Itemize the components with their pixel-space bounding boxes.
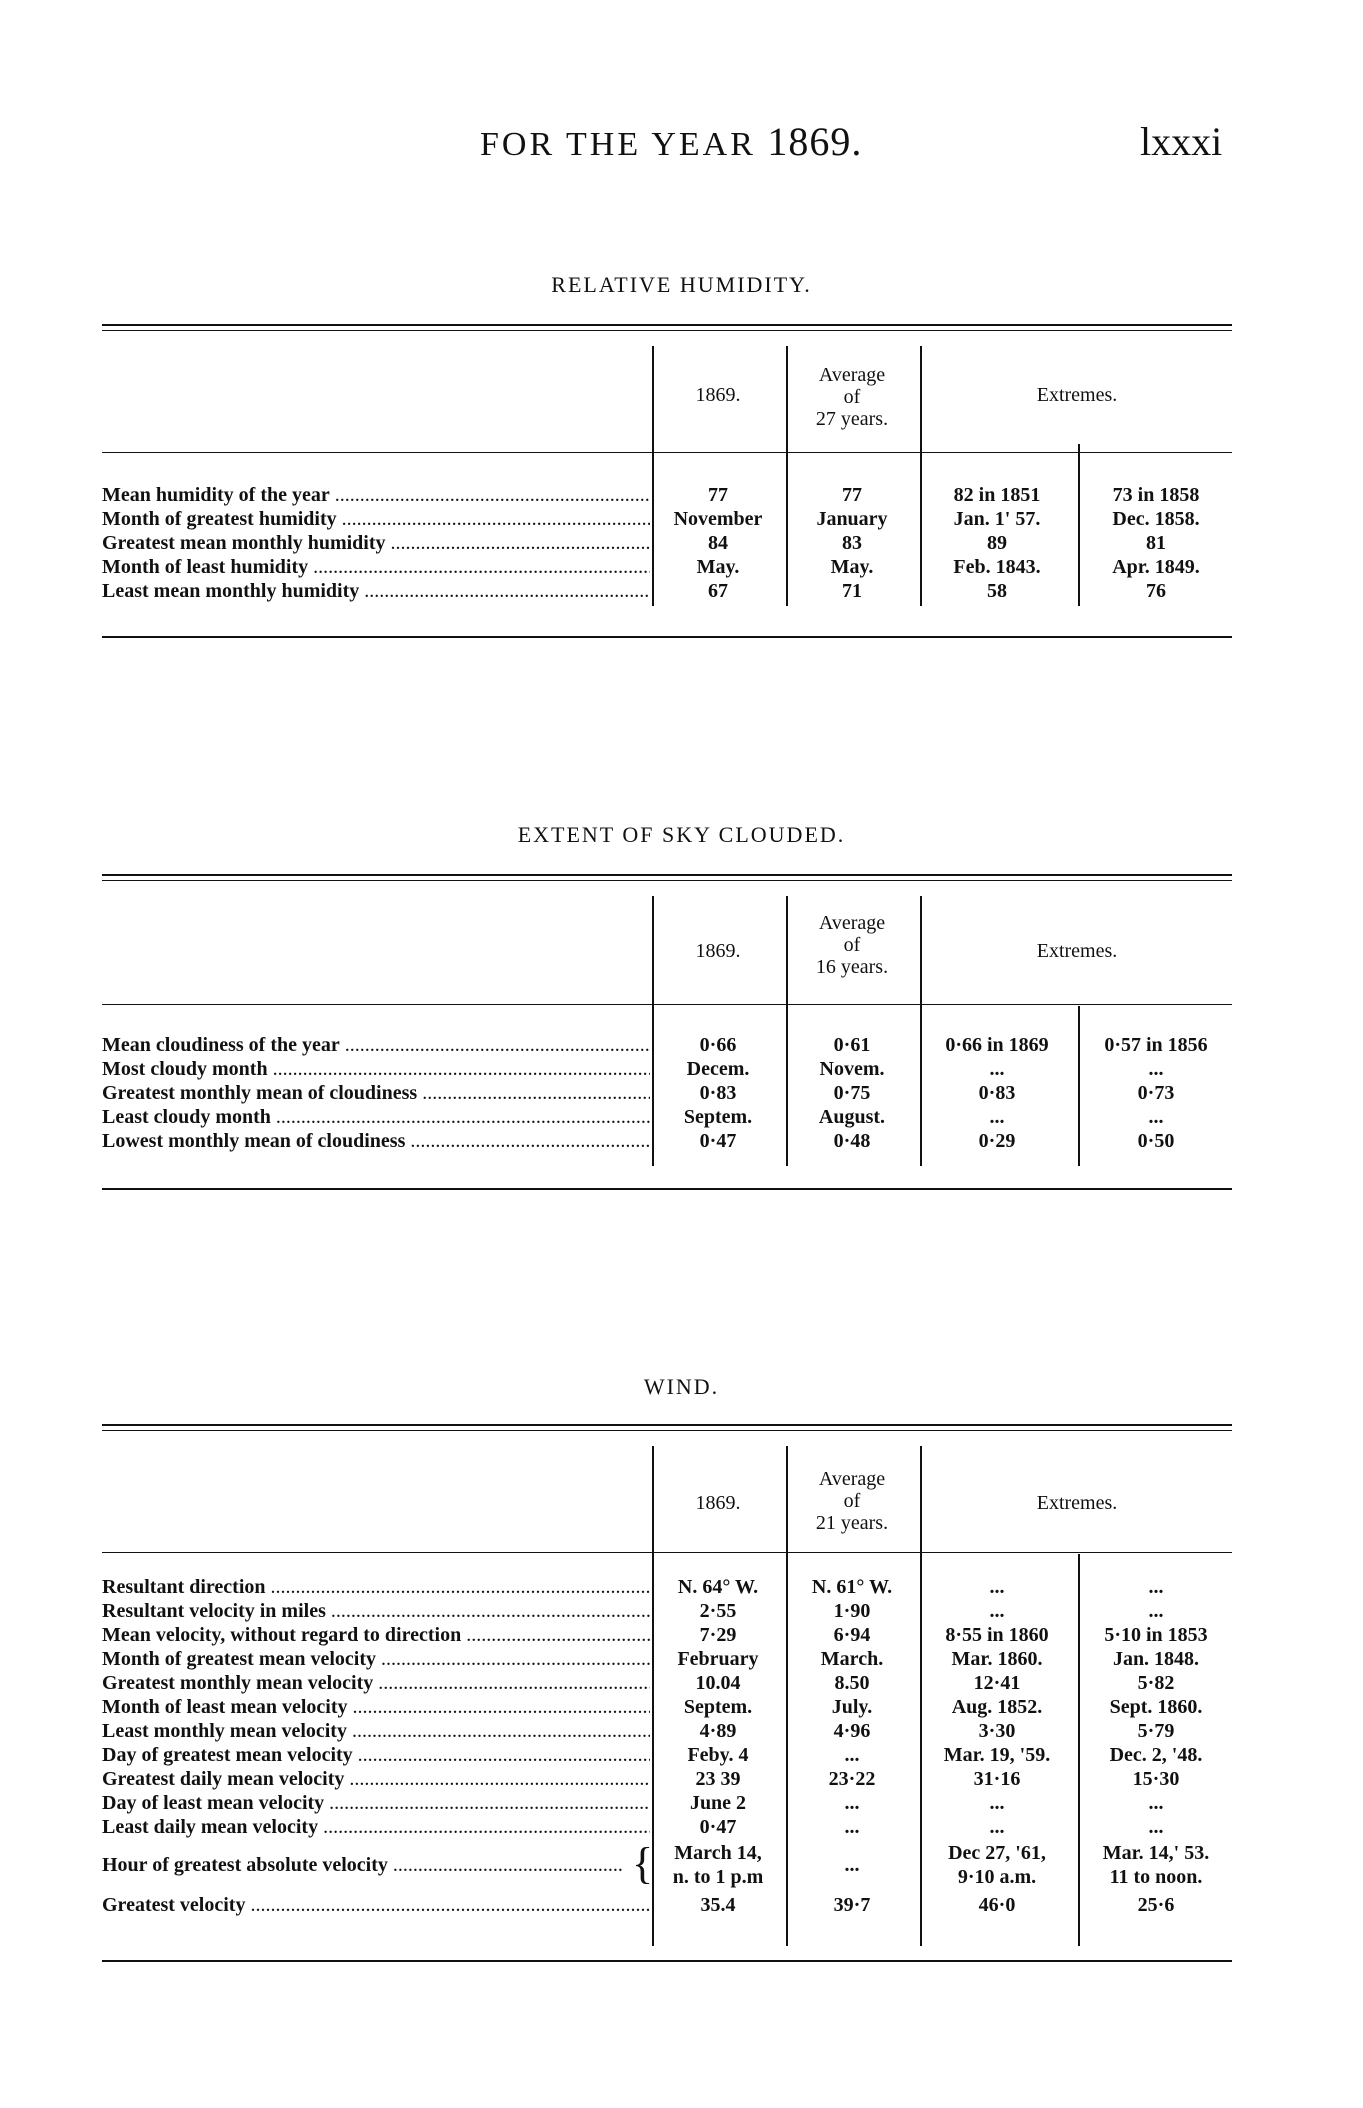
table-row: [102, 1082, 1232, 1106]
running-title-year: 1869.: [767, 119, 863, 164]
table-row: [102, 1894, 1232, 1918]
table-row: [102, 1768, 1232, 1792]
header-rule: [102, 452, 1232, 453]
cell-average: ...: [844, 1816, 860, 1838]
cell-average: May.: [830, 556, 874, 578]
cell-1869: Feby. 4: [687, 1744, 749, 1766]
humidity-title: RELATIVE HUMIDITY.: [551, 272, 812, 297]
row-label: Greatest daily mean velocity .....: [102, 1768, 650, 1791]
table-row-hour: [102, 1839, 1232, 1890]
cell-extreme-low: ...: [1148, 1600, 1164, 1622]
cell-average: 4·96: [833, 1720, 871, 1742]
cell-extreme-low: Jan. 1848.: [1112, 1648, 1200, 1670]
col-header-average: [788, 912, 916, 978]
cell-1869: November: [673, 508, 763, 530]
cell-extreme-low-line2: 11 to noon.: [1109, 1866, 1203, 1888]
cell-extreme-high-line1: Dec 27, '61,: [948, 1842, 1046, 1864]
row-label: Least mean monthly humidity .....: [102, 580, 650, 603]
row-label: Most cloudy month .....: [102, 1058, 650, 1081]
cell-extreme-high: Aug. 1852.: [951, 1696, 1043, 1718]
col-header-average-line2: of: [843, 386, 861, 408]
row-label: Month of greatest mean velocity .....: [102, 1648, 650, 1671]
cell-1869: 77: [708, 484, 728, 506]
cell-1869: Septem.: [683, 1106, 753, 1128]
sky-table: [102, 874, 1232, 1194]
cell-1869: 7·29: [699, 1624, 737, 1646]
table-row: [102, 1744, 1232, 1768]
row-label: Lowest monthly mean of cloudiness .....: [102, 1130, 650, 1153]
table-row: [102, 532, 1232, 556]
top-rule: [102, 1424, 1232, 1426]
brace-glyph: {: [632, 1839, 654, 1888]
cell-extreme-low: 5·10 in 1853: [1104, 1624, 1208, 1646]
cell-extreme-low: 0·57 in 1856: [1104, 1034, 1208, 1056]
cell-average: 0·61: [833, 1034, 871, 1056]
bottom-rule: [102, 636, 1232, 638]
cell-extreme-high: 12·41: [973, 1672, 1021, 1694]
col-header-average-line2: of: [843, 1490, 861, 1512]
table-row: [102, 1106, 1232, 1130]
col-header-average: [788, 1468, 916, 1534]
page-header: [0, 118, 1363, 168]
cell-average: ...: [844, 1744, 860, 1766]
cell-extreme-low: 73 in 1858: [1112, 484, 1200, 506]
cell-average: 6·94: [833, 1624, 871, 1646]
cell-average: 83: [842, 532, 862, 554]
row-label: Month of least humidity .....: [102, 556, 650, 579]
cell-1869-line1: March 14,: [674, 1842, 762, 1864]
cell-extreme-low: 25·6: [1137, 1894, 1175, 1916]
col-header-average-line2: of: [843, 934, 861, 956]
row-label: Month of greatest humidity .....: [102, 508, 650, 531]
table-row: [102, 1696, 1232, 1720]
cell-1869: 2·55: [699, 1600, 737, 1622]
cell-1869: 84: [708, 532, 728, 554]
top-rule: [102, 324, 1232, 326]
cell-1869: Septem.: [683, 1696, 753, 1718]
cell-extreme-high: ...: [989, 1106, 1005, 1128]
table-row: [102, 1792, 1232, 1816]
top-rule: [102, 874, 1232, 876]
row-label: Greatest mean monthly humidity .....: [102, 532, 650, 555]
cell-extreme-low: 0·50: [1137, 1130, 1175, 1152]
cell-average: March.: [820, 1648, 884, 1670]
row-label: Resultant velocity in miles .....: [102, 1600, 650, 1623]
cell-extreme-high: 46·0: [978, 1894, 1016, 1916]
row-label: Least daily mean velocity .....: [102, 1816, 650, 1839]
table-row: [102, 484, 1232, 508]
cell-1869: 0·47: [699, 1816, 737, 1838]
table-row: [102, 1058, 1232, 1082]
cell-extreme-high: 0·83: [978, 1082, 1016, 1104]
cell-extreme-low: Dec. 1858.: [1112, 508, 1200, 530]
table-row: [102, 556, 1232, 580]
cell-average: ...: [844, 1792, 860, 1814]
bottom-rule: [102, 1960, 1232, 1962]
cell-extreme-high: Mar. 1860.: [951, 1648, 1043, 1670]
cell-average: 0·48: [833, 1130, 871, 1152]
cell-extreme-low: ...: [1148, 1058, 1164, 1080]
col-header-extremes: Extremes.: [1036, 1492, 1118, 1514]
col-header-extremes: Extremes.: [1036, 940, 1118, 962]
wind-title: WIND.: [643, 1374, 720, 1399]
table-row: [102, 1034, 1232, 1058]
cell-average: 1·90: [833, 1600, 871, 1622]
cell-average: 8.50: [834, 1672, 870, 1694]
col-header-1869: 1869.: [695, 384, 741, 406]
top-rule-thin: [102, 880, 1232, 881]
cell-1869: 67: [708, 580, 728, 602]
row-label: Day of least mean velocity .....: [102, 1792, 650, 1815]
table-row: [102, 1720, 1232, 1744]
cell-1869: February: [677, 1648, 759, 1670]
cell-extreme-high: 8·55 in 1860: [945, 1624, 1049, 1646]
cell-1869-line2: n. to 1 p.m: [672, 1866, 764, 1888]
cell-average: January: [816, 508, 888, 530]
cell-extreme-low: 5·82: [1137, 1672, 1175, 1694]
table-row: [102, 580, 1232, 604]
cell-1869: 10.04: [695, 1672, 741, 1694]
cell-extreme-high: ...: [989, 1600, 1005, 1622]
col-header-average-line1: Average: [818, 364, 886, 386]
row-label: Mean humidity of the year .....: [102, 484, 650, 507]
col-header-average-line3: 16 years.: [815, 956, 889, 978]
humidity-table: [102, 324, 1232, 648]
table-row: [102, 1648, 1232, 1672]
cell-extreme-low: 5·79: [1137, 1720, 1175, 1742]
cell-extreme-high: Mar. 19, '59.: [943, 1744, 1051, 1766]
running-title-text: FOR THE YEAR: [480, 126, 756, 163]
row-label: Least monthly mean velocity .....: [102, 1720, 650, 1743]
cell-extreme-high: 0·66 in 1869: [945, 1034, 1049, 1056]
cell-extreme-low: ...: [1148, 1106, 1164, 1128]
row-label: Month of least mean velocity .....: [102, 1696, 650, 1719]
table-row: [102, 1624, 1232, 1648]
table-row: [102, 508, 1232, 532]
cell-extreme-high: 89: [987, 532, 1007, 554]
cell-extreme-low: 0·73: [1137, 1082, 1175, 1104]
cell-average: N. 61° W.: [811, 1576, 893, 1598]
cell-extreme-high: 58: [987, 580, 1007, 602]
col-header-average-line1: Average: [818, 912, 886, 934]
col-header-extremes: Extremes.: [1036, 384, 1118, 406]
cell-average: August.: [818, 1106, 886, 1128]
table-row: [102, 1600, 1232, 1624]
row-label: Least cloudy month .....: [102, 1106, 650, 1129]
col-header-average-line3: 27 years.: [815, 408, 889, 430]
cell-extreme-low: 76: [1146, 580, 1166, 602]
cell-extreme-low: 15·30: [1132, 1768, 1180, 1790]
table-row: [102, 1576, 1232, 1600]
page-number: lxxxi: [1140, 119, 1223, 164]
bottom-rule: [102, 1188, 1232, 1190]
cell-1869: 0·47: [699, 1130, 737, 1152]
header-rule: [102, 1552, 1232, 1553]
cell-extreme-high: ...: [989, 1058, 1005, 1080]
row-label: Hour of greatest absolute velocity .....: [102, 1854, 622, 1877]
cell-extreme-low: Dec. 2, '48.: [1109, 1744, 1203, 1766]
top-rule-thin: [102, 1430, 1232, 1431]
row-label: Greatest monthly mean of cloudiness .....: [102, 1082, 650, 1105]
cell-extreme-low: ...: [1148, 1576, 1164, 1598]
cell-extreme-high: 82 in 1851: [953, 484, 1041, 506]
cell-1869: June 2: [689, 1792, 747, 1814]
cell-extreme-low: ...: [1148, 1792, 1164, 1814]
row-label: Mean cloudiness of the year .....: [102, 1034, 650, 1057]
cell-extreme-high: 0·29: [978, 1130, 1016, 1152]
cell-average: 0·75: [833, 1082, 871, 1104]
col-header-1869: 1869.: [695, 940, 741, 962]
cell-extreme-high: ...: [989, 1576, 1005, 1598]
col-header-average: [788, 364, 916, 430]
cell-1869: Decem.: [686, 1058, 750, 1080]
cell-average: 77: [842, 484, 862, 506]
cell-average: July.: [831, 1696, 873, 1718]
cell-extreme-high: 3·30: [978, 1720, 1016, 1742]
row-label: Greatest velocity .....: [102, 1894, 650, 1917]
cell-extreme-low-line1: Mar. 14,' 53.: [1102, 1842, 1210, 1864]
cell-extreme-high: 31·16: [973, 1768, 1021, 1790]
cell-extreme-high: Feb. 1843.: [953, 556, 1041, 578]
cell-1869: May.: [696, 556, 740, 578]
sky-title: EXTENT OF SKY CLOUDED.: [517, 822, 846, 847]
cell-1869: 0·83: [699, 1082, 737, 1104]
col-header-average-line3: 21 years.: [815, 1512, 889, 1534]
header-rule: [102, 1004, 1232, 1005]
cell-1869: 23 39: [695, 1768, 741, 1790]
row-label: Resultant direction .....: [102, 1576, 650, 1599]
col-header-average-line1: Average: [818, 1468, 886, 1490]
cell-extreme-low: 81: [1146, 532, 1166, 554]
cell-extreme-high: ...: [989, 1792, 1005, 1814]
cell-average: 39·7: [833, 1894, 871, 1916]
col-header-1869: 1869.: [695, 1492, 741, 1514]
cell-1869: N. 64° W.: [677, 1576, 759, 1598]
row-label: Greatest monthly mean velocity .....: [102, 1672, 650, 1695]
cell-extreme-low: ...: [1148, 1816, 1164, 1838]
cell-1869: 4·89: [699, 1720, 737, 1742]
row-label: Day of greatest mean velocity .....: [102, 1744, 650, 1767]
cell-average: Novem.: [819, 1058, 885, 1080]
cell-extreme-high: ...: [989, 1816, 1005, 1838]
cell-average: ...: [844, 1854, 860, 1876]
cell-extreme-low: Apr. 1849.: [1112, 556, 1200, 578]
top-rule-thin: [102, 330, 1232, 331]
row-label: Mean velocity, without regard to direction .....: [102, 1624, 650, 1647]
running-title: [480, 118, 862, 165]
table-row: [102, 1816, 1232, 1840]
cell-1869: 0·66: [699, 1034, 737, 1056]
cell-extreme-high-line2: 9·10 a.m.: [957, 1866, 1037, 1888]
wind-table: [102, 1424, 1232, 1964]
table-row: [102, 1672, 1232, 1696]
cell-average: 71: [842, 580, 862, 602]
table-row: [102, 1130, 1232, 1154]
cell-1869: 35.4: [700, 1894, 736, 1916]
cell-average: 23·22: [828, 1768, 876, 1790]
cell-extreme-low: Sept. 1860.: [1109, 1696, 1203, 1718]
cell-extreme-high: Jan. 1' 57.: [953, 508, 1041, 530]
